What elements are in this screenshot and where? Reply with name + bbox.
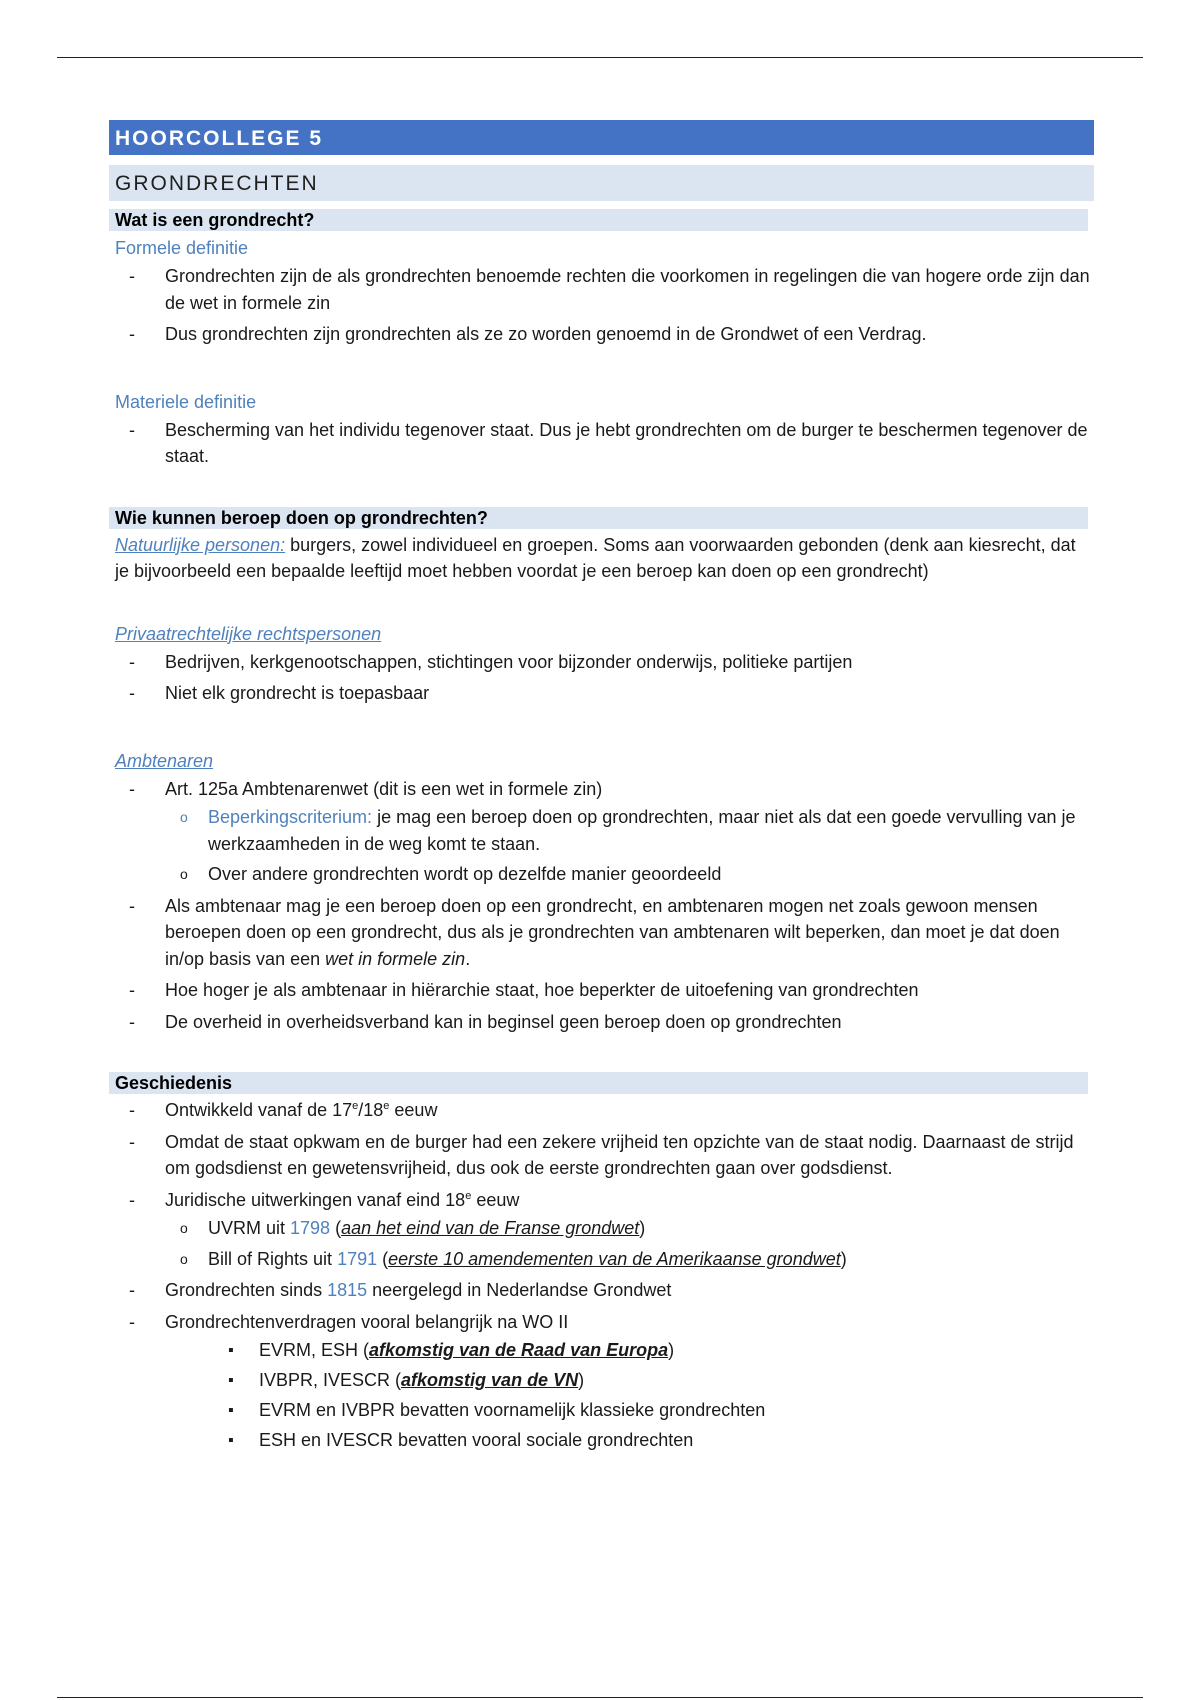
list-item: - De overheid in overheidsverband kan in beginsel geen beroep doen op grondrechten bbox=[109, 1009, 1094, 1036]
text: Ontwikkeld vanaf de 17 bbox=[165, 1100, 353, 1120]
year: 1798 bbox=[290, 1218, 331, 1238]
section-heading-wie-kunnen: Wie kunnen beroep doen op grondrechten? bbox=[109, 507, 1088, 529]
subheading-formele-definitie: Formele definitie bbox=[115, 238, 249, 258]
topic-heading: GRONDRECHTEN bbox=[109, 165, 1094, 201]
list-item: - Grondrechten zijn de als grondrechten benoemde rechten die voorkomen in regelingen die van hogere orde zijn dan de wet in formele zin bbox=[109, 263, 1094, 316]
list-item bbox=[109, 1309, 1094, 1455]
note: afkomstig van de VN bbox=[401, 1370, 579, 1390]
text: Grondrechten sinds bbox=[165, 1280, 328, 1300]
bullet-item: ▪ EVRM, ESH (afkomstig van de Raad van Europa) bbox=[165, 1337, 1094, 1364]
text: neergelegd in Nederlandse Grondwet bbox=[367, 1280, 672, 1300]
list-item: - Dus grondrechten zijn grondrechten als ze zo worden genoemd in de Grondwet of een Verdrag. bbox=[109, 321, 1094, 348]
list-item bbox=[109, 1187, 1094, 1273]
italic-text: wet in formele zin bbox=[325, 948, 466, 969]
header-rule bbox=[57, 57, 1143, 58]
list-item-end: . bbox=[465, 948, 471, 969]
text: IVBPR, IVESCR ( bbox=[259, 1370, 402, 1390]
text: UVRM uit bbox=[208, 1218, 291, 1238]
ambtenaren-list bbox=[109, 776, 1094, 1036]
list-item: - Hoe hoger je als ambtenaar in hiërarchie staat, hoe beperkter de uitoefening van grondrechten bbox=[109, 977, 1094, 1004]
text: eeuw bbox=[389, 1100, 438, 1120]
document-body bbox=[109, 120, 1094, 1459]
note: afkomstig van de Raad van Europa bbox=[369, 1340, 669, 1360]
list-item: - Bescherming van het individu tegenover staat. Dus je hebt grondrechten om de burger te beschermen tegenover de staat. bbox=[109, 417, 1094, 470]
bullet-item: ▪ EVRM en IVBPR bevatten voornamelijk klassieke grondrechten bbox=[165, 1397, 1094, 1424]
text: /18 bbox=[358, 1100, 384, 1120]
sub-list-item-uvrm: o UVRM uit 1798 (aan het eind van de Franse grondwet) bbox=[165, 1215, 1094, 1242]
superscript: e bbox=[465, 1189, 472, 1202]
sub-list-item bbox=[165, 804, 1094, 857]
footer-rule bbox=[57, 1697, 1143, 1698]
list-item bbox=[109, 893, 1094, 973]
uitwerkingen-sublist bbox=[165, 1215, 1094, 1272]
privaatrechtelijke-list bbox=[109, 649, 1094, 707]
text: EVRM, ESH ( bbox=[259, 1340, 370, 1360]
formele-definitie-list bbox=[109, 263, 1094, 348]
list-item bbox=[109, 776, 1094, 888]
beperkingscriterium-term: Beperkingscriterium: bbox=[208, 807, 373, 827]
section-heading-geschiedenis: Geschiedenis bbox=[109, 1072, 1088, 1094]
text: Bill of Rights uit bbox=[208, 1248, 338, 1269]
year: 1791 bbox=[337, 1248, 378, 1269]
text: eeuw bbox=[471, 1189, 520, 1210]
list-item-text: Art. 125a Ambtenarenwet (dit is een wet in formele zin) bbox=[165, 778, 603, 799]
year: 1815 bbox=[327, 1280, 368, 1300]
note: eerste 10 amendementen van de Amerikaanse grondwet bbox=[388, 1248, 841, 1269]
sub-list-item-bill: o Bill of Rights uit 1791 (eerste 10 amendementen van de Amerikaanse grondwet) bbox=[165, 1246, 1094, 1273]
beperkingscriterium-text: je mag een beroep doen op grondrechten, maar niet als dat een goede vervulling van je werkzaamheden in de weg komt te staan. bbox=[208, 807, 1076, 854]
lecture-heading: HOORCOLLEGE 5 bbox=[109, 120, 1094, 155]
subheading-materiele-definitie: Materiele definitie bbox=[115, 391, 257, 412]
geschiedenis-list bbox=[109, 1097, 1094, 1454]
section-heading-wat-is: Wat is een grondrecht? bbox=[109, 209, 1088, 231]
list-item: - Bedrijven, kerkgenootschappen, stichtingen voor bijzonder onderwijs, politieke partijen bbox=[109, 649, 1094, 676]
subheading-ambtenaren[interactable]: Ambtenaren bbox=[115, 750, 214, 771]
natuurlijke-personen-link[interactable]: Natuurlijke personen: bbox=[115, 534, 286, 555]
natuurlijke-personen-paragraph bbox=[109, 532, 1094, 585]
bullet-item: ▪ IVBPR, IVESCR (afkomstig van de VN) bbox=[165, 1367, 1094, 1394]
sub-list-item: o Over andere grondrechten wordt op dezelfde manier geoordeeld bbox=[165, 861, 1094, 888]
subheading-privaatrechtelijke[interactable]: Privaatrechtelijke rechtspersonen bbox=[115, 623, 382, 644]
list-item: - Niet elk grondrecht is toepasbaar bbox=[109, 680, 1094, 707]
text: Grondrechtenverdragen vooral belangrijk na WO II bbox=[165, 1311, 569, 1332]
list-item-text: Als ambtenaar mag je een beroep doen op een grondrecht, en ambtenaren mogen net zoals gewoon mensen beroepen doen op een grondrecht, dus als je grondrechten van ambtenaren wilt beperken, dan moet je dat doen in/op basis van een bbox=[165, 895, 1060, 969]
verdragen-sublist bbox=[165, 1337, 1094, 1454]
list-item bbox=[109, 1097, 1094, 1124]
materiele-definitie-list bbox=[109, 417, 1094, 470]
superscript: e bbox=[383, 1100, 390, 1112]
natuurlijke-personen-text: burgers, zowel individueel en groepen. Soms aan voorwaarden gebonden (denk aan kiesrecht, dat je bijvoorbeeld een bepaalde leeftijd moet hebben voordat je een beroep kan doen op een grondrecht) bbox=[115, 534, 1076, 581]
ambtenaren-sublist bbox=[165, 804, 1094, 888]
list-item: - Omdat de staat opkwam en de burger had een zekere vrijheid ten opzichte van de staat nodig. Daarnaast de strijd om godsdienst en gewetensvrijheid, dus ook de eerste grondrechten gaan over godsdienst. bbox=[109, 1129, 1094, 1182]
list-item bbox=[109, 1277, 1094, 1304]
note: aan het eind van de Franse grondwet bbox=[341, 1218, 640, 1238]
bullet-item: ▪ ESH en IVESCR bevatten vooral sociale grondrechten bbox=[165, 1427, 1094, 1454]
superscript: e bbox=[352, 1100, 359, 1112]
text: Juridische uitwerkingen vanaf eind 18 bbox=[165, 1189, 466, 1210]
